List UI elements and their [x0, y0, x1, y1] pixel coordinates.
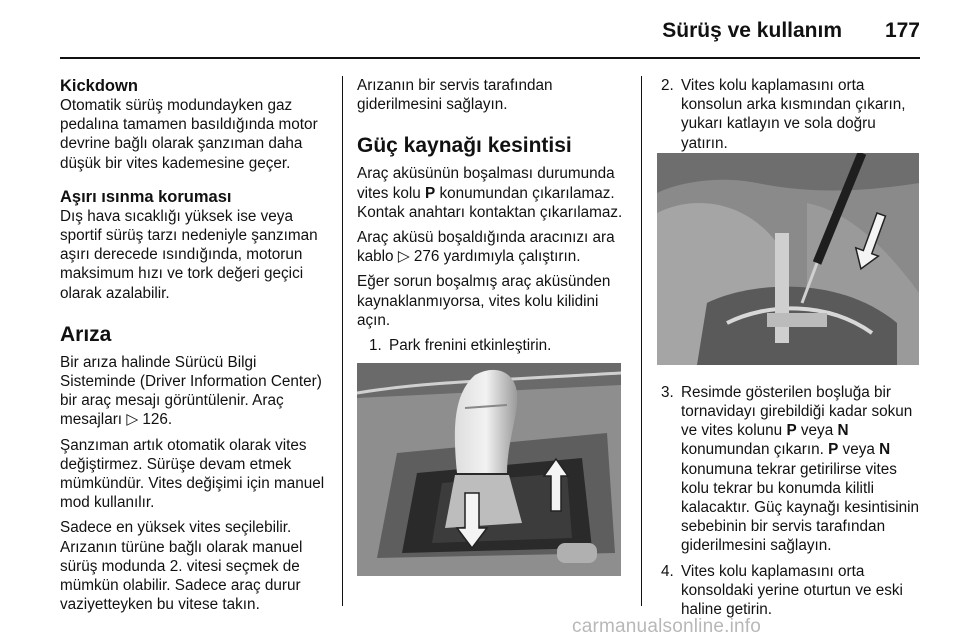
step-3-a: Resimde gösterilen boşluğa bir tornavidayı girebildiği kadar sokun ve vites kolunu: [681, 383, 913, 440]
step-2-number: 2.: [661, 77, 674, 94]
power-paragraph-1: [357, 164, 627, 222]
header-rule: [60, 57, 920, 59]
step-2: [661, 76, 923, 153]
power-paragraph-2: [357, 228, 627, 266]
running-header-title: Sürüş ve kullanım: [662, 19, 842, 42]
fault-p1-text: Bir arıza halinde Sürücü Bilgi Sisteminde (Driver Information Center) bir araç mesajı görüntülenir. Araç mesajları: [60, 353, 322, 429]
screwdriver-photo: [657, 153, 919, 365]
power-p1-a: Araç aküsünün boşalması durumunda vites kolu: [357, 165, 615, 202]
gear-lever-illustration: [357, 363, 621, 576]
arrow-reference-icon: ▷: [397, 248, 410, 266]
kickdown-heading: Kickdown: [60, 77, 138, 95]
step-3-gear-n-2: N: [879, 441, 891, 459]
step-4: [661, 562, 923, 620]
step-3-gear-p-2: P: [828, 441, 839, 459]
power-p2-a: Araç aküsü boşaldığında aracınızı ara kablo: [357, 229, 615, 266]
power-heading: Güç kaynağı kesintisi: [357, 134, 572, 158]
power-p2-ref[interactable]: 276 yardımıyla çalıştırın.: [413, 248, 581, 266]
column-divider-2: [641, 76, 642, 606]
step-3-gear-n: N: [837, 422, 849, 440]
fault-paragraph-3: Sadece en yüksek vites seçilebilir. Arızanın türüne bağlı olarak manuel sürüş modunda 2. vitesi seçmek de mümkün olabilir. Sadece araç durur vaziyetteyken bu vitese takın.: [60, 519, 303, 614]
continued-text: Arızanın bir servis tarafından giderilmesini sağlayın.: [357, 77, 553, 114]
watermark: carmanualsonline.info: [572, 616, 762, 637]
overheat-heading: Aşırı ısınma koruması: [60, 187, 232, 206]
gear-lever-photo: [357, 363, 621, 576]
fault-paragraph-1: [60, 353, 332, 430]
power-p1-gear-p: P: [425, 184, 436, 202]
column-divider-1: [342, 76, 343, 606]
fault-paragraph-2: Şanzıman artık otomatik olarak vites değiştirmez. Sürüşe devam etmek mümkündür. Vites değişimi için manuel mod kullanılır.: [60, 436, 325, 512]
step-1-number: 1.: [369, 337, 382, 355]
step-2-text: Vites kolu kaplamasını orta konsolun arka kısmından çıkarın, yukarı katlayın ve sola doğru yatırın.: [681, 77, 906, 152]
fault-p1-ref[interactable]: 126.: [142, 411, 173, 429]
step-3-gear-p: P: [786, 422, 797, 440]
power-p1-c: konumundan çıkarılamaz. Kontak anahtarı kontaktan çıkarılamaz.: [357, 184, 623, 221]
power-paragraph-3: Eğer sorun boşalmış araç aküsünden kaynaklanmıyorsa, vites kolu kilidini açın.: [357, 273, 611, 329]
step-3-b: veya: [796, 422, 838, 440]
column-2: [357, 76, 627, 355]
step-3-number: 3.: [661, 383, 674, 401]
step-3-d: veya: [838, 441, 880, 459]
arrow-reference-icon: ▷: [126, 411, 139, 429]
step-3-e: konumuna tekrar getirilirse vites kolu tekrar bu konumda kilitli kalacaktır. Güç kaynağı kesintisinin sebebinin bir servis tarafından giderilmesini sağlayın.: [681, 460, 920, 555]
step-1-text: Park frenini etkinleştirin.: [389, 337, 552, 355]
kickdown-text: Otomatik sürüş modundayken gaz pedalına tamamen basıldığında motor devrine bağlı olarak şanzıman daha düşük bir vites kademesine geçer.: [60, 97, 318, 172]
step-3: [661, 383, 923, 556]
step-3-text: [681, 383, 923, 556]
page-number: 177: [884, 19, 920, 42]
step-4-text: Vites kolu kaplamasını orta konsoldaki yerine oturtun ve eski haline getirin.: [681, 562, 903, 619]
step-1: [357, 336, 627, 355]
overheat-text: Dış hava sıcaklığı yüksek ise veya sportif sürüş tarzı nedeniyle şanzıman aşırı derecede ısındığında, motorun maksimum hızı ve tork değeri geçici olarak azalabilir.: [60, 207, 318, 302]
screwdriver-illustration: [657, 153, 919, 365]
fault-heading: Arıza: [60, 322, 112, 346]
step-4-number: 4.: [661, 562, 674, 580]
column-1: [60, 76, 332, 614]
step-3-c: konumundan çıkarın.: [681, 441, 829, 459]
